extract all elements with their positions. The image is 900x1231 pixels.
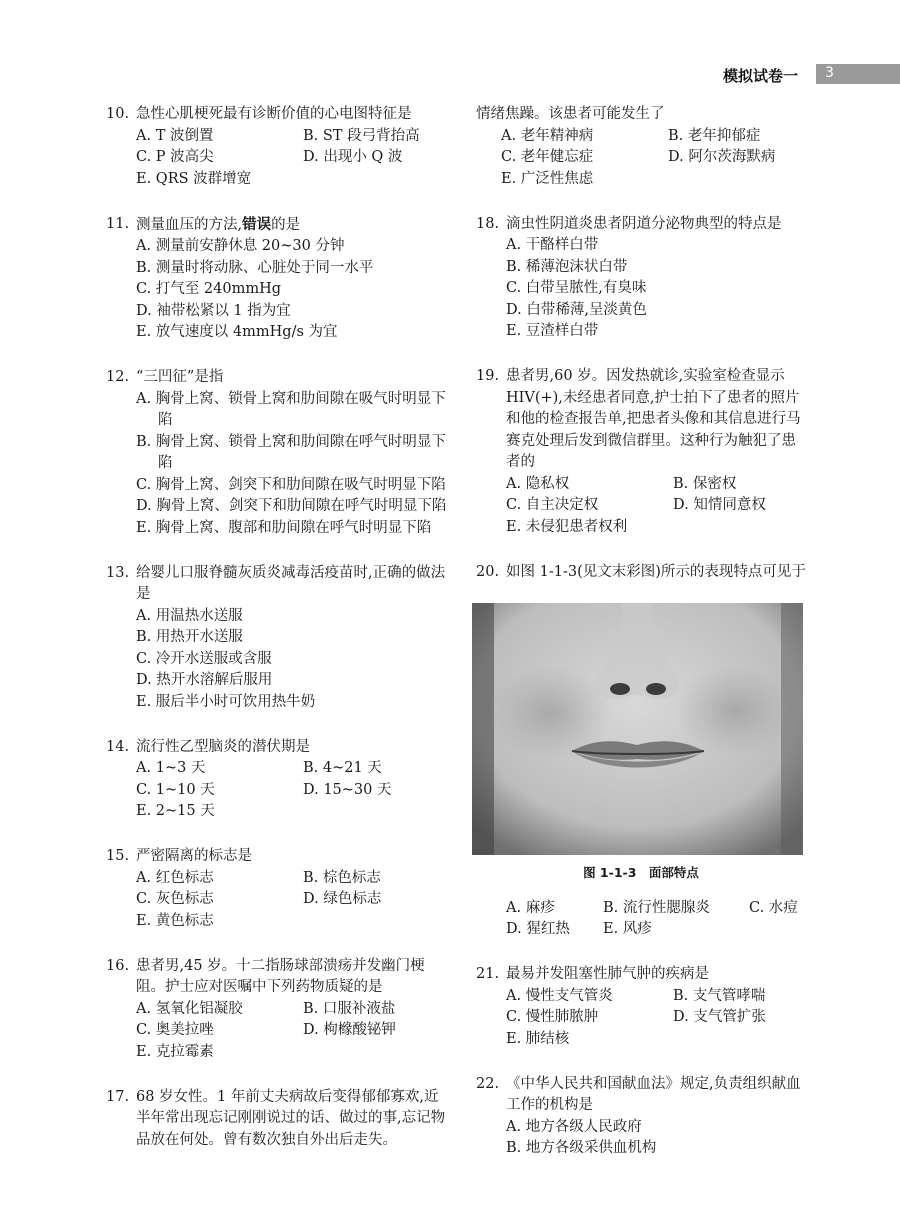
question-stem-part1: 68 岁女性。1 年前丈夫病故后变得郁郁寡欢,近半年常出现忘记刚刚说过的话、做过的事,忘记物品放在何处。曾有数次独自外出后走失。 [136,1088,446,1148]
option-b: B. 流行性腮腺炎 [603,899,710,916]
option-a: A. 红色标志 [136,869,214,886]
option-d: D. 阿尔茨海默病 [668,149,776,165]
right-column [476,104,806,1183]
question-number: 11. [106,215,130,232]
option-d: D. 绿色标志 [303,891,382,907]
option-a: A. 地方各级人民政府 [506,1118,642,1135]
option-e: E. 2~15 天 [136,803,215,819]
question-14 [106,737,451,823]
question-18 [476,214,806,343]
option-c: C. 奥美拉唑 [136,1022,214,1038]
question-17 [106,1087,451,1152]
question-22 [476,1074,806,1160]
option-a: A. 测量前安静休息 20~30 分钟 [136,238,345,254]
option-b: B. 地方各级采供血机构 [506,1140,657,1156]
option-d: D. 出现小 Q 波 [303,149,403,165]
option-d: D. 15~30 天 [303,781,392,798]
option-b: B. 用热开水送服 [136,629,243,645]
question-number: 18. [476,215,500,232]
question-stem-part2: 情绪焦躁。该患者可能发生了 [476,106,665,122]
option-c: C. 冷开水送服或含服 [136,650,272,667]
question-number: 21. [476,966,500,982]
option-c: C. 白带呈脓性,有臭味 [506,280,647,296]
option-d: D. 白带稀薄,呈淡黄色 [506,301,647,318]
page-header [0,62,900,88]
page-number: 3 [825,65,834,81]
option-b: B. 棕色标志 [303,869,381,886]
option-c: C. 打气至 240mmHg [136,281,282,297]
option-a: A. 麻疹 [506,899,555,916]
question-20 [476,562,806,941]
question-19 [476,366,806,538]
question-11 [106,214,451,344]
question-10 [106,104,451,190]
option-d: D. 猩红热 [506,921,570,937]
question-16 [106,956,451,1064]
option-b: B. 口服补液盐 [303,1000,396,1017]
question-17-continued [476,104,806,190]
option-a: A. 隐私权 [506,475,570,492]
option-c: C. 1~10 天 [136,781,215,798]
question-stem: 患者男,60 岁。因发热就诊,实验室检查显示 HIV(+),未经患者同意,护士拍下了患者的照片和他的检查报告单,把患者头像和其信息进行马赛克处理后发到微信群里。这种行为触犯了患者的 [506,368,801,470]
option-d: D. 枸橼酸铋钾 [303,1022,396,1038]
option-e: E. 胸骨上窝、腹部和肋间隙在呼气时明显下陷 [136,519,432,536]
question-stem: 滴虫性阴道炎患者阴道分泌物典型的特点是 [506,215,782,232]
figure-caption: 图 1-1-3 面部特点 [583,865,699,880]
option-e: E. 豆渣样白带 [506,323,599,339]
option-b: B. ST 段弓背抬高 [303,127,420,144]
option-c: C. 水痘 [749,899,798,916]
question-stem: 流行性乙型脑炎的潜伏期是 [136,738,310,755]
option-d: D. 热开水溶解后服用 [136,672,273,688]
option-c: C. P 波高尖 [136,149,214,165]
question-number: 19. [476,368,500,384]
option-b: B. 稀薄泡沫状白带 [506,258,628,275]
option-a: A. 用温热水送服 [136,607,243,624]
left-column [106,104,451,1175]
question-13 [106,563,451,714]
emphasis-text: 错误 [242,215,272,233]
option-c: C. 老年健忘症 [501,149,594,165]
question-number: 16. [106,957,130,974]
option-a: A. 干酪样白带 [506,237,599,253]
question-stem: 最易并发阻塞性肺气肿的疾病是 [506,966,709,982]
option-e: E. 克拉霉素 [136,1043,214,1060]
option-a: A. 氢氧化铝凝胶 [136,1000,243,1017]
page-number-tab [816,64,900,84]
option-c: C. 自主决定权 [506,497,599,513]
question-stem: 严密隔离的标志是 [136,848,252,864]
option-b: B. 老年抑郁症 [668,127,761,144]
option-e: E. 服后半小时可饮用热牛奶 [136,693,316,710]
question-stem: 测量血压的方法,错误的是 [136,215,301,233]
question-number: 14. [106,738,130,755]
question-stem: 患者男,45 岁。十二指肠球部溃疡并发幽门梗阻。护士应对医嘱中下列药物质疑的是 [136,957,425,995]
question-number: 20. [476,563,500,580]
section-title: 模拟试卷一 [722,67,798,85]
question-21 [476,964,806,1050]
option-b: B. 4~21 天 [303,760,382,776]
face-photo-image [472,603,803,855]
option-b: B. 测量时将动脉、心脏处于同一水平 [136,259,374,276]
option-e: E. 肺结核 [506,1030,570,1047]
option-e: E. 未侵犯患者权利 [506,518,628,535]
question-number: 10. [106,106,130,122]
option-c: C. 胸骨上窝、剑突下和肋间隙在吸气时明显下陷 [136,476,446,493]
question-stem: 《中华人民共和国献血法》规定,负责组织献血工作的机构是 [506,1075,801,1113]
question-stem: “三凹征”是指 [136,369,224,385]
question-stem: 急性心肌梗死最有诊断价值的心电图特征是 [136,106,412,122]
option-a: A. 慢性支气管炎 [506,987,613,1004]
option-e: E. QRS 波群增宽 [136,170,252,187]
question-number: 22. [476,1075,500,1092]
question-number: 17. [106,1088,130,1105]
question-number: 15. [106,848,130,864]
question-stem: 给婴儿口服脊髓灰质炎减毒活疫苗时,正确的做法是 [136,564,446,602]
option-d: D. 袖带松紧以 1 指为宜 [136,302,291,319]
option-b: B. 胸骨上窝、锁骨上窝和肋间隙在呼气时明显下陷 [136,433,446,471]
question-15 [106,846,451,932]
option-c: C. 灰色标志 [136,891,214,907]
option-a: A. 老年精神病 [501,127,594,144]
option-d: D. 知情同意权 [673,497,766,513]
question-12 [106,367,451,539]
option-a: A. 1~3 天 [136,760,206,776]
option-e: E. 风疹 [603,921,652,937]
option-a: A. 胸骨上窝、锁骨上窝和肋间隙在吸气时明显下陷 [136,390,446,428]
option-b: B. 保密权 [673,475,737,492]
question-stem: 如图 1-1-3(见文末彩图)所示的表现特点可见于 [506,563,806,580]
option-e: E. 黄色标志 [136,912,214,929]
face-photo-figure [472,603,803,855]
question-number: 12. [106,369,130,385]
option-d: D. 支气管扩张 [673,1009,766,1025]
option-c: C. 慢性肺脓肿 [506,1009,599,1025]
option-e: E. 广泛性焦虑 [501,170,594,187]
option-e: E. 放气速度以 4mmHg/s 为宜 [136,324,338,340]
option-a: A. T 波倒置 [136,127,214,144]
question-number: 13. [106,564,130,581]
option-d: D. 胸骨上窝、剑突下和肋间隙在呼气时明显下陷 [136,498,447,514]
option-b: B. 支气管哮喘 [673,987,766,1004]
